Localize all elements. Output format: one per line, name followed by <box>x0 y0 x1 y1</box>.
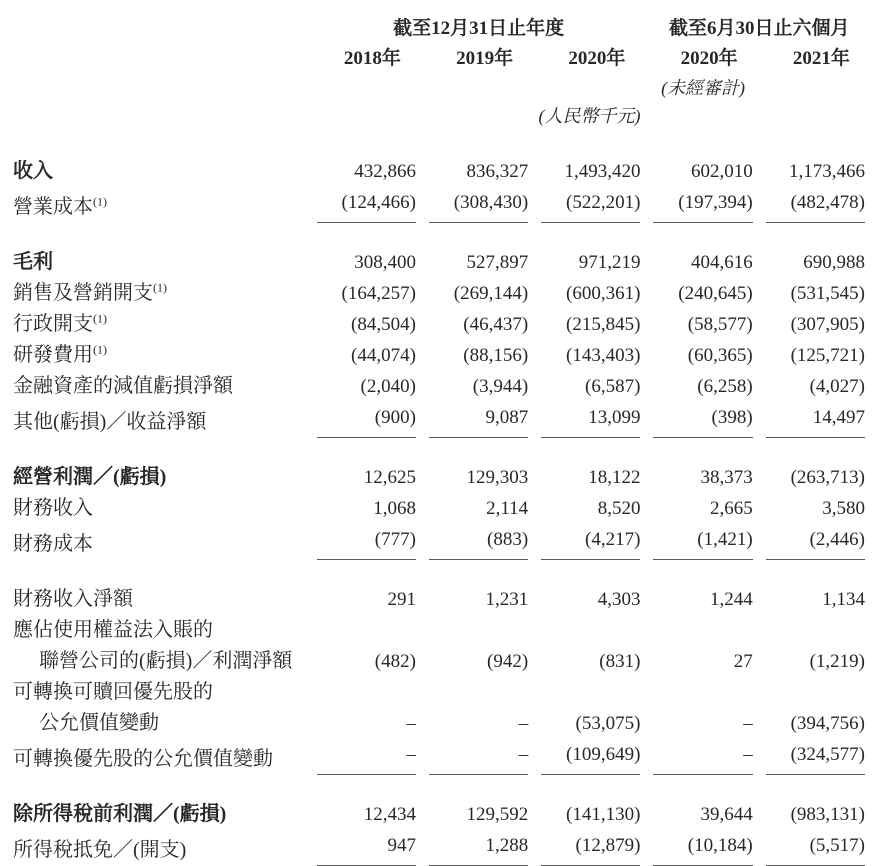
cell-value: (197,394) <box>653 187 752 223</box>
spacer-cell <box>13 438 865 462</box>
cell-value: (482) <box>374 651 416 672</box>
cell-value: 947 <box>317 830 416 866</box>
cell-value: 129,592 <box>466 804 529 825</box>
spacer-cell <box>13 223 865 247</box>
row-label-text: 聯營公司的(虧損)／利潤淨額 <box>39 650 293 672</box>
cell-value: 971,219 <box>578 252 641 273</box>
table-row <box>13 830 865 866</box>
cell-value: (6,258) <box>697 376 753 397</box>
cell-value: 1,231 <box>485 589 529 610</box>
cell-value <box>653 677 752 708</box>
cell-value: (308,430) <box>429 187 528 223</box>
cell-value: (125,721) <box>790 345 865 366</box>
cell-value <box>429 615 528 646</box>
table-row <box>13 646 865 677</box>
cell-value: 12,434 <box>363 804 416 825</box>
cell-value: 14,497 <box>766 402 865 438</box>
row-label <box>13 309 304 340</box>
spacer-row <box>13 438 865 462</box>
cell-value: (3,944) <box>472 376 529 397</box>
cell-value: 18,122 <box>588 467 641 488</box>
header-year-2019: 2019年 <box>456 48 514 69</box>
header-empty-cell <box>766 74 865 102</box>
cell-value <box>429 677 528 708</box>
header-empty-cell <box>13 74 640 102</box>
cell-value: (2,040) <box>360 376 416 397</box>
table-row <box>13 278 865 309</box>
cell-value: (58,577) <box>687 314 753 335</box>
cell-value: 308,400 <box>354 252 416 273</box>
cell-value: (482,478) <box>766 187 865 223</box>
cell-value: (46,437) <box>463 314 529 335</box>
cell-value <box>317 677 416 708</box>
cell-value: 527,897 <box>466 252 529 273</box>
cell-value: (1,219) <box>809 651 865 672</box>
row-label <box>13 830 304 866</box>
income-statement-table <box>0 4 878 866</box>
row-label-text: 行政開支 <box>13 313 93 335</box>
cell-value: 2,114 <box>486 498 529 519</box>
row-label <box>13 646 304 677</box>
header-period-interim: 截至6月30日止六個月 <box>668 18 850 39</box>
cell-value: (307,905) <box>790 314 865 335</box>
unaudited-note: (未經審計) <box>661 78 746 98</box>
cell-value: (263,713) <box>790 467 865 488</box>
cell-value: (983,131) <box>790 804 865 825</box>
table-row <box>13 524 865 560</box>
row-label <box>13 677 304 708</box>
row-label-text: 營業成本 <box>13 196 93 218</box>
cell-value: 291 <box>387 589 416 610</box>
row-label <box>13 130 304 187</box>
cell-value: (60,365) <box>687 345 753 366</box>
row-label-text: 可轉換優先股的公允價值變動 <box>13 748 273 770</box>
header-currency-row <box>13 102 865 130</box>
header-years-row <box>13 44 865 74</box>
row-label-text: 財務收入 <box>13 497 93 519</box>
cell-value: (109,649) <box>541 739 640 775</box>
cell-value: 38,373 <box>700 467 753 488</box>
row-label-text: 財務收入淨額 <box>13 588 133 610</box>
cell-value: 129,303 <box>466 467 529 488</box>
row-label-text: 毛利 <box>13 251 53 273</box>
cell-value: (324,577) <box>766 739 865 775</box>
cell-value: (531,545) <box>790 283 865 304</box>
table-row <box>13 309 865 340</box>
row-label <box>13 584 304 615</box>
table-row <box>13 584 865 615</box>
table-row <box>13 402 865 438</box>
cell-value: (240,645) <box>678 283 753 304</box>
cell-value: (141,130) <box>566 804 641 825</box>
cell-value: (53,075) <box>575 713 641 734</box>
row-label <box>13 615 304 646</box>
row-label <box>13 371 304 402</box>
table-row <box>13 677 865 708</box>
cell-value: – <box>653 739 752 775</box>
table-row <box>13 130 865 187</box>
cell-value: 1,288 <box>429 830 528 866</box>
row-label-text: 銷售及營銷開支 <box>13 282 153 304</box>
cell-value: – <box>518 713 529 734</box>
row-label <box>13 708 304 739</box>
cell-value: (215,845) <box>566 314 641 335</box>
header-unaudited-row <box>13 74 865 102</box>
cell-value: 13,099 <box>541 402 640 438</box>
table-row <box>13 493 865 524</box>
row-label-text: 其他(虧損)／收益淨額 <box>13 411 207 433</box>
cell-value: (398) <box>653 402 752 438</box>
cell-value: (600,361) <box>566 283 641 304</box>
row-label-text: 經營利潤／(虧損) <box>13 466 167 488</box>
header-empty-cell <box>13 4 304 44</box>
cell-value <box>541 677 640 708</box>
cell-value: 2,665 <box>709 498 753 519</box>
footnote-ref: (1) <box>153 280 167 295</box>
cell-value <box>766 677 865 708</box>
spacer-row <box>13 560 865 584</box>
spacer-row <box>13 775 865 799</box>
cell-value: (831) <box>599 651 641 672</box>
row-label-text: 收入 <box>13 160 53 182</box>
table-row <box>13 187 865 223</box>
cell-value <box>541 615 640 646</box>
cell-value: (88,156) <box>463 345 529 366</box>
row-label-text: 公允價值變動 <box>39 712 159 734</box>
header-empty-cell <box>13 102 304 130</box>
row-label <box>13 524 304 560</box>
table-row <box>13 739 865 775</box>
cell-value: 432,866 <box>354 161 416 182</box>
cell-value: 1,068 <box>373 498 416 519</box>
currency-note: (人民幣千元) <box>538 106 641 126</box>
header-year-2021: 2021年 <box>792 48 850 69</box>
row-label <box>13 278 304 309</box>
header-group-row <box>13 4 865 44</box>
row-label <box>13 462 304 493</box>
footnote-ref: (1) <box>93 342 107 357</box>
cell-value: 39,644 <box>700 804 753 825</box>
cell-value: 1,134 <box>822 589 865 610</box>
table-header <box>13 4 865 130</box>
cell-value: 27 <box>733 651 753 672</box>
table-row <box>13 799 865 830</box>
cell-value: 1,244 <box>709 589 753 610</box>
cell-value: – <box>406 713 416 734</box>
table-row <box>13 371 865 402</box>
footnote-ref: (1) <box>93 311 107 326</box>
footnote-ref: (1) <box>93 194 107 209</box>
table-row <box>13 462 865 493</box>
table-row <box>13 340 865 371</box>
cell-value: (5,517) <box>766 830 865 866</box>
cell-value: – <box>743 713 753 734</box>
row-label <box>13 340 304 371</box>
cell-value: 690,988 <box>803 252 865 273</box>
cell-value: (394,756) <box>790 713 865 734</box>
cell-value: (10,184) <box>653 830 752 866</box>
cell-value: (44,074) <box>351 345 416 366</box>
cell-value: (4,217) <box>541 524 640 560</box>
cell-value <box>317 615 416 646</box>
cell-value: (6,587) <box>585 376 641 397</box>
header-year-2018: 2018年 <box>343 48 401 69</box>
cell-value: 602,010 <box>690 161 753 182</box>
row-label-text: 財務成本 <box>13 533 93 555</box>
header-year-2020: 2020年 <box>568 48 626 69</box>
table-row <box>13 247 865 278</box>
table-body <box>13 130 865 866</box>
header-period-annual: 截至12月31日止年度 <box>393 18 565 39</box>
cell-value: (883) <box>429 524 528 560</box>
row-label <box>13 739 304 775</box>
cell-value: (124,466) <box>317 187 416 223</box>
cell-value: (4,027) <box>809 376 865 397</box>
row-label <box>13 799 304 830</box>
cell-value: (777) <box>317 524 416 560</box>
cell-value: (2,446) <box>766 524 865 560</box>
row-label <box>13 493 304 524</box>
row-label <box>13 402 304 438</box>
header-empty-cell <box>13 44 304 74</box>
cell-value: (164,257) <box>341 283 416 304</box>
cell-value: 1,493,420 <box>564 161 641 182</box>
header-year-2020-interim: 2020年 <box>680 48 738 69</box>
cell-value: 8,520 <box>597 498 641 519</box>
cell-value: (143,403) <box>566 345 641 366</box>
row-label-text: 除所得稅前利潤／(虧損) <box>13 803 227 825</box>
spacer-cell <box>13 560 865 584</box>
cell-value: 4,303 <box>597 589 641 610</box>
cell-value: – <box>317 739 416 775</box>
spacer-cell <box>13 775 865 799</box>
cell-value: (269,144) <box>453 283 529 304</box>
row-label-text: 研發費用 <box>13 344 93 366</box>
cell-value: 1,173,466 <box>789 161 865 182</box>
row-label-text: 可轉換可贖回優先股的 <box>13 681 213 703</box>
cell-value <box>766 615 865 646</box>
row-label <box>13 247 304 278</box>
header-empty-cell <box>653 102 865 130</box>
cell-value: (84,504) <box>351 314 416 335</box>
row-label <box>13 187 304 223</box>
row-label-text: 金融資產的減值虧損淨額 <box>13 375 233 397</box>
cell-value: 3,580 <box>822 498 865 519</box>
cell-value: (900) <box>317 402 416 438</box>
cell-value <box>653 615 752 646</box>
cell-value: 12,625 <box>363 467 416 488</box>
cell-value: 404,616 <box>690 252 753 273</box>
table-row <box>13 615 865 646</box>
spacer-row <box>13 223 865 247</box>
cell-value: (12,879) <box>541 830 640 866</box>
cell-value: 9,087 <box>429 402 528 438</box>
cell-value: (1,421) <box>653 524 752 560</box>
row-label-text: 所得稅抵免／(開支) <box>13 839 187 861</box>
table-row <box>13 708 865 739</box>
cell-value: 836,327 <box>466 161 529 182</box>
cell-value: (522,201) <box>541 187 640 223</box>
row-label-text: 應佔使用權益法入賬的 <box>13 619 213 641</box>
cell-value: (942) <box>487 651 529 672</box>
cell-value: – <box>429 739 528 775</box>
